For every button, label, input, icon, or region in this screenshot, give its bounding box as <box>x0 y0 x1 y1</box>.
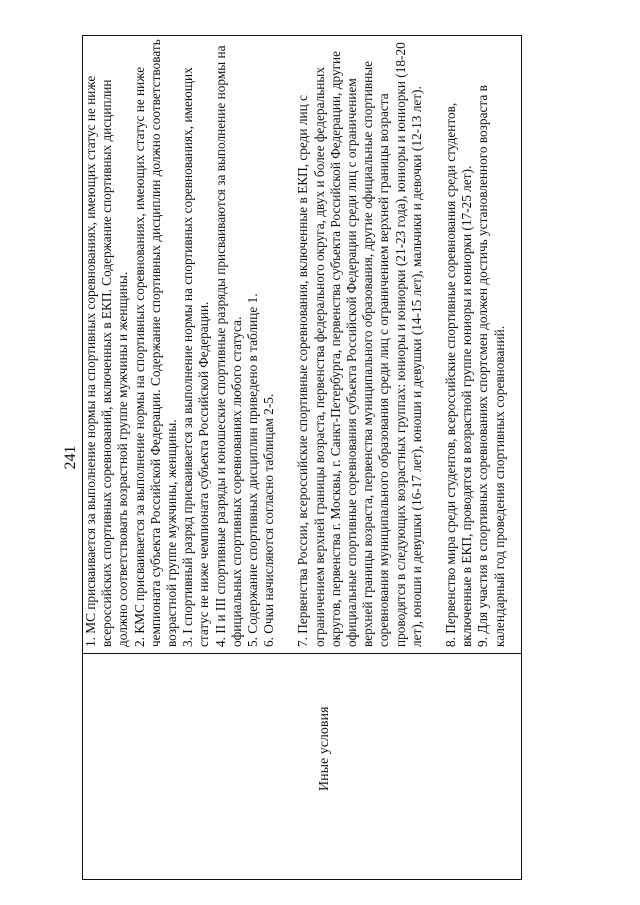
condition-item-1: 1. МС присваивается за выполнение нормы на спортивных соревнованиях, имеющих статус не ниже всероссийских спортивных соревнований, включенных в ЕКП. Содержание спортивных дисциплин должно соответствовать возрастной группе мужчины и женщины. <box>83 75 131 647</box>
condition-item-4: 4. II и III спортивные разряды и юношеские спортивные разряды присваиваются за выполнение нормы на официальных спортивных соревнованиях любого статуса. <box>212 45 244 647</box>
paragraph-gap <box>425 39 443 647</box>
rotated-page <box>62 35 522 880</box>
row-label-other-conditions: Иные условия <box>317 706 332 791</box>
condition-item-7: 7. Первенства России, всероссийские спортивные соревнования, включенные в ЕКП, среди лиц с ограничением верхней границы возраста, первенства федерального округа, двух и более федеральных округов, первенства г. Москвы, г. Санкт-Петербурга, первенства субъекта Российской Федерации, другие официальные спортивные соревнования субъекта Российской Федерации среди лиц с ограничением верхней границы возраста, первенства муниципального образования, другие официальные спортивные соревнования муниципального образования среди лиц с ограничением верхней границы возраста проводятся в следующих возрастных группах: юниоры и юниорки (21-23 года), юниоры и юниорки (18-20 лет), юноши и девушки (16-17 лет), юноши и девушки (14-15 лет), мальчики и девочки (12-13 лет). <box>295 42 424 647</box>
conditions-table <box>82 35 522 880</box>
condition-item-2: 2. КМС присваивается за выполнение нормы на спортивных соревнованиях, имеющих статус не ниже чемпионата субъекта Российской Федерации. Содержание спортивных дисциплин должно соответствовать возрастной группе мужчины, женщины. <box>131 39 180 647</box>
condition-item-5: 5. Содержание спортивных дисциплин приведено в таблице 1. <box>245 293 261 647</box>
condition-item-3: 3. I спортивный разряд присваивается за выполнение нормы на спортивных соревнованиях, имеющих статус не ниже чемпионата субъекта Российской Федерации. <box>180 67 212 647</box>
page-number: 241 <box>62 445 79 470</box>
condition-item-9: 9. Для участия в спортивных соревнованиях спортсмен должен достичь установленного возраста в календарный год проведения спортивных соревнований. <box>475 85 507 647</box>
column-divider <box>83 653 521 654</box>
paragraph-gap <box>277 39 295 647</box>
condition-item-8: 8. Первенство мира среди студентов, всероссийские спортивные соревнования среди студентов, включенные в ЕКП, проводятся в возрастной группе юниоры и юниорки (17-25 лет). <box>443 102 475 647</box>
condition-item-6: 6. Очки начисляются согласно таблицам 2-5. <box>261 393 277 647</box>
conditions-content <box>83 39 508 647</box>
